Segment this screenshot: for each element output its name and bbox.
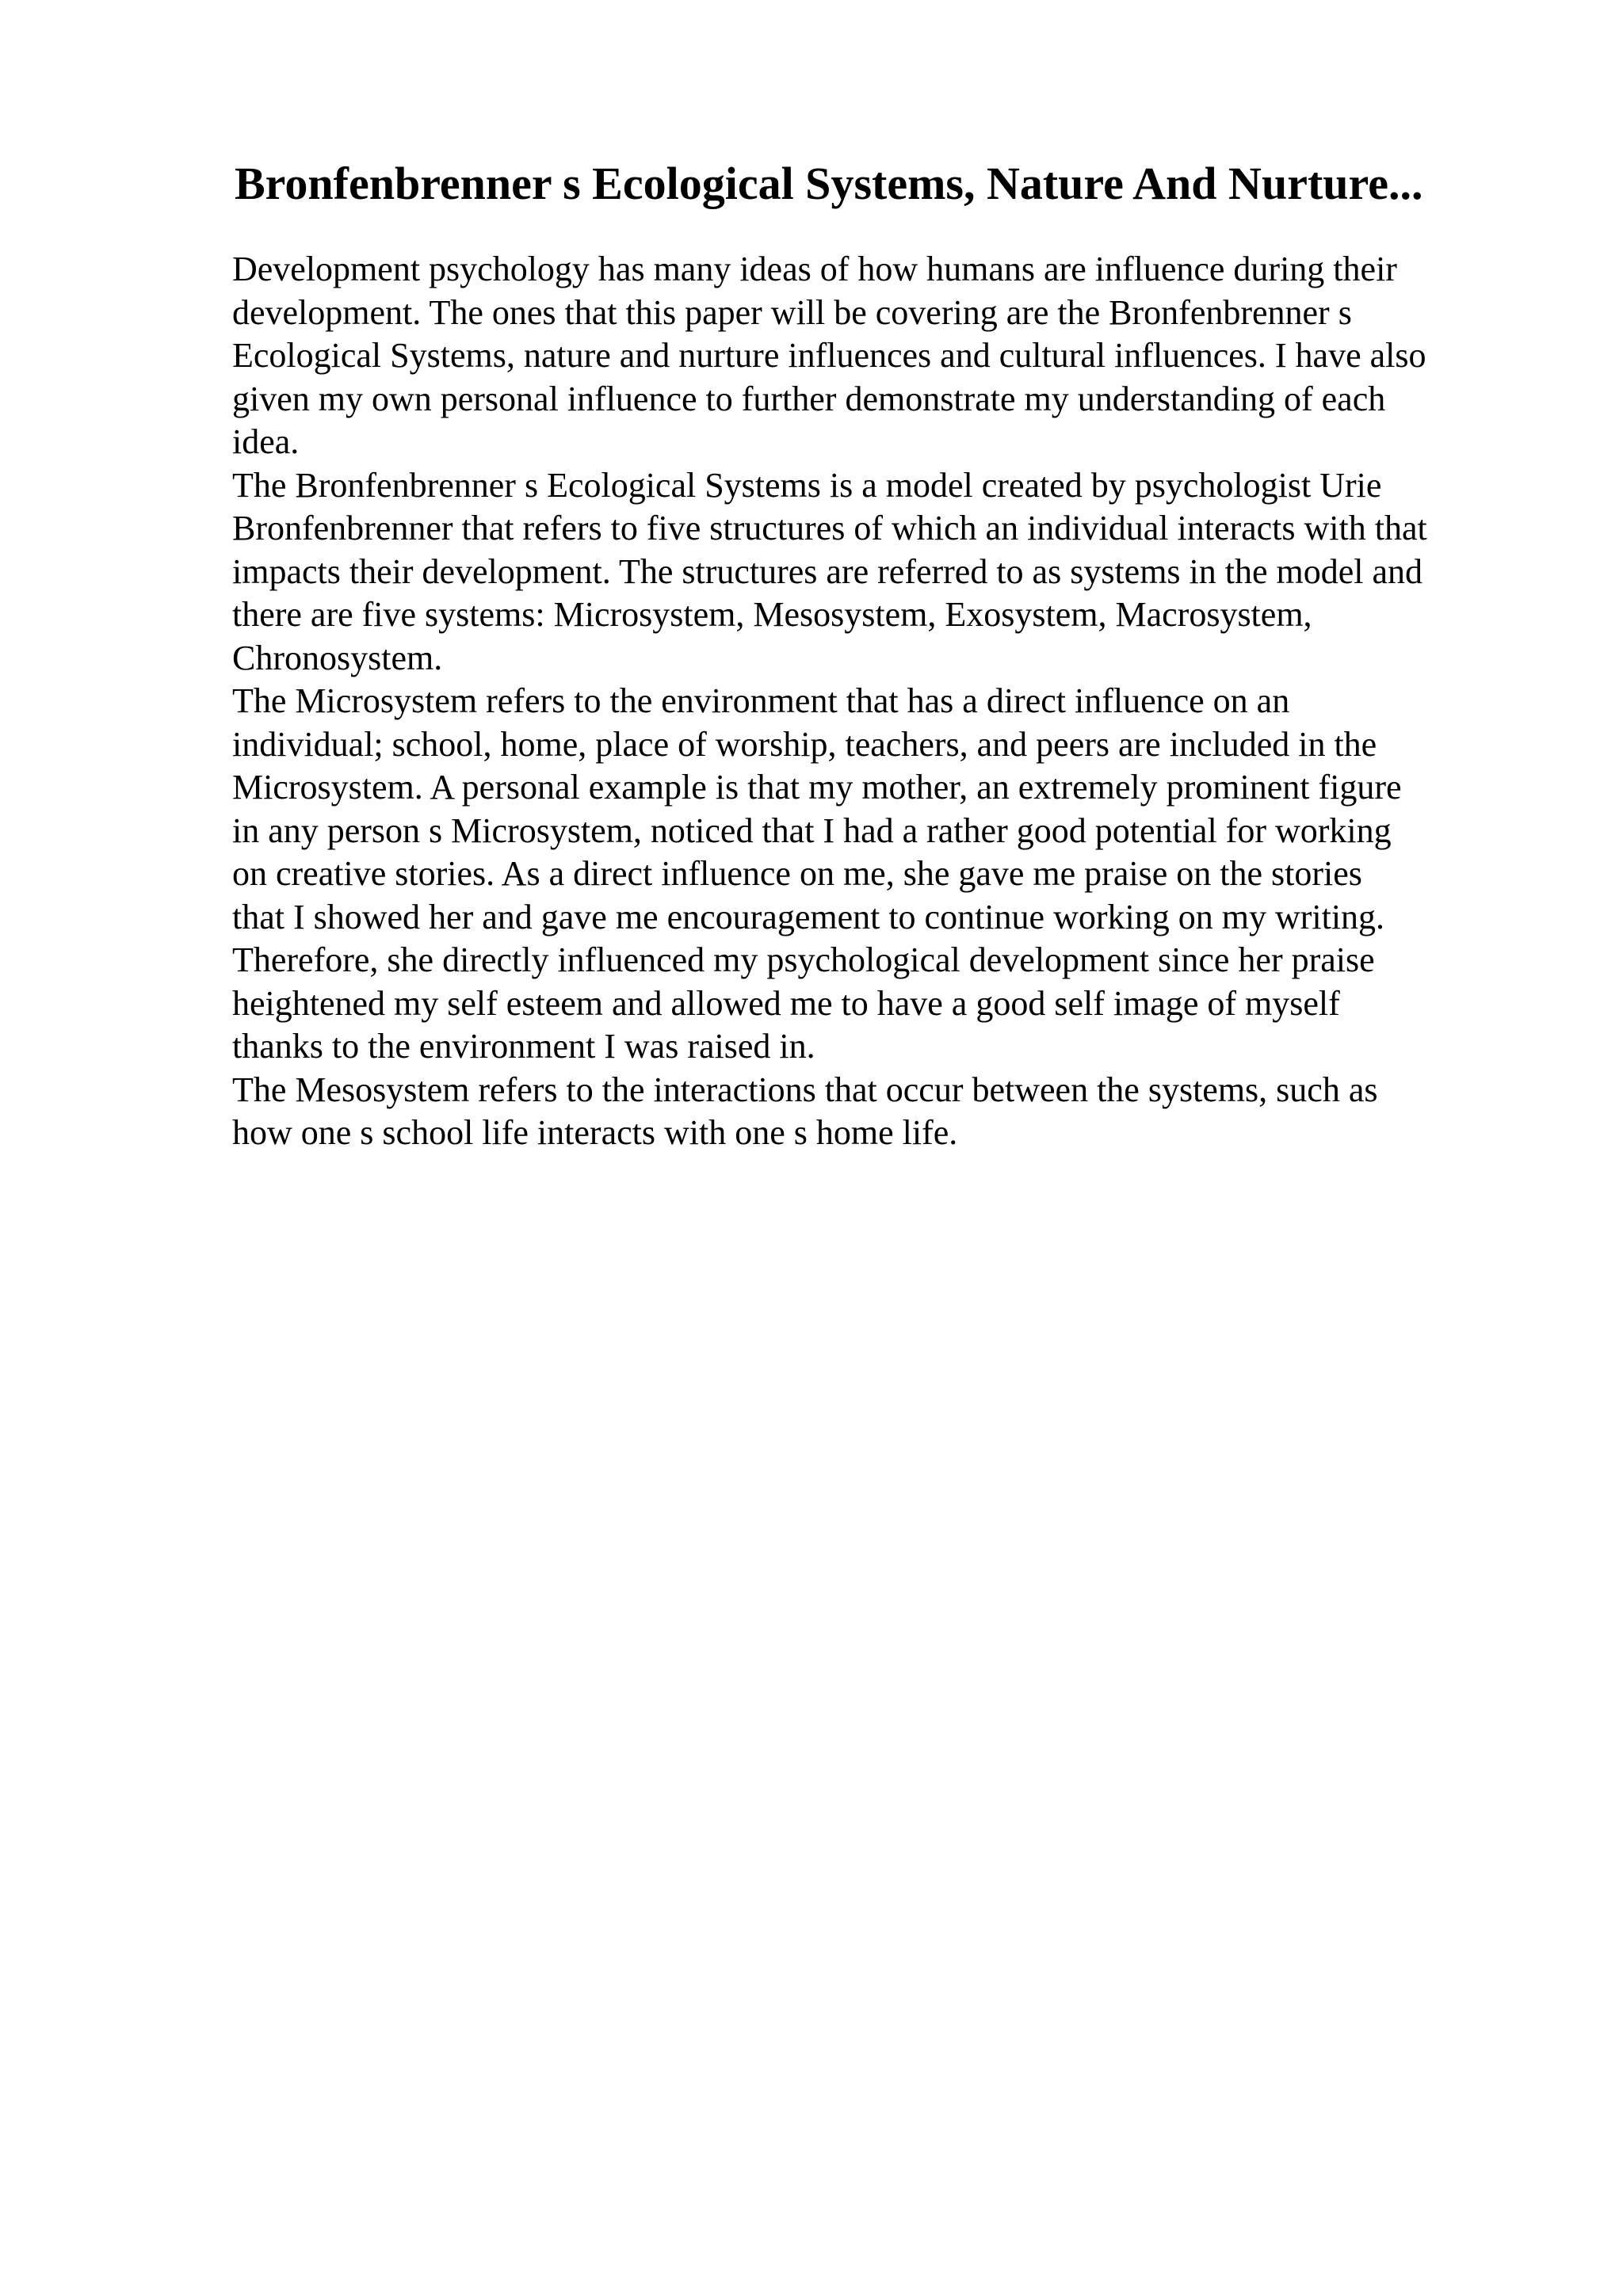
- body-line: thanks to the environment I was raised in.: [232, 1027, 815, 1066]
- body-line: The Mesosystem refers to the interactions that occur between the systems, such as: [232, 1070, 1378, 1109]
- body-line: how one s school life interacts with one s home life.: [232, 1113, 958, 1152]
- body-line: Development psychology has many ideas of how humans are influence during their: [232, 250, 1397, 288]
- body-line: given my own personal influence to further demonstrate my understanding of each: [232, 379, 1386, 418]
- body-line: Microsystem. A personal example is that my mother, an extremely prominent figure: [232, 768, 1402, 807]
- body-line: Bronfenbrenner that refers to five structures of which an individual interacts with that: [232, 509, 1427, 547]
- body-line: in any person s Microsystem, noticed that I had a rather good potential for working: [232, 810, 1392, 850]
- body-line: on creative stories. As a direct influence on me, she gave me praise on the stories: [232, 854, 1362, 893]
- body-line: idea.: [232, 422, 300, 461]
- body-line: Therefore, she directly influenced my psychological development since her praise: [232, 940, 1375, 979]
- body-line: that I showed her and gave me encouragement to continue working on my writing.: [232, 897, 1385, 936]
- body-line: Chronosystem.: [232, 638, 443, 677]
- body-line: The Microsystem refers to the environment that has a direct influence on an: [232, 681, 1290, 720]
- body-line: heightened my self esteem and allowed me to have a good self image of myself: [232, 983, 1340, 1023]
- body-line: there are five systems: Microsystem, Mesosystem, Exosystem, Macrosystem,: [232, 595, 1312, 634]
- document-title: Bronfenbrenner s Ecological Systems, Nature And Nurture...: [235, 158, 1423, 209]
- body-line: impacts their development. The structures are referred to as systems in the model and: [232, 551, 1423, 591]
- body-line: individual; school, home, place of worship, teachers, and peers are included in the: [232, 724, 1377, 764]
- body-line: The Bronfenbrenner s Ecological Systems is a model created by psychologist Urie: [232, 465, 1382, 505]
- document-body: [232, 248, 1548, 1155]
- body-line: Ecological Systems, nature and nurture influences and cultural influences. I have also: [232, 336, 1426, 375]
- body-line: development. The ones that this paper will be covering are the Bronfenbrenner s: [232, 292, 1352, 332]
